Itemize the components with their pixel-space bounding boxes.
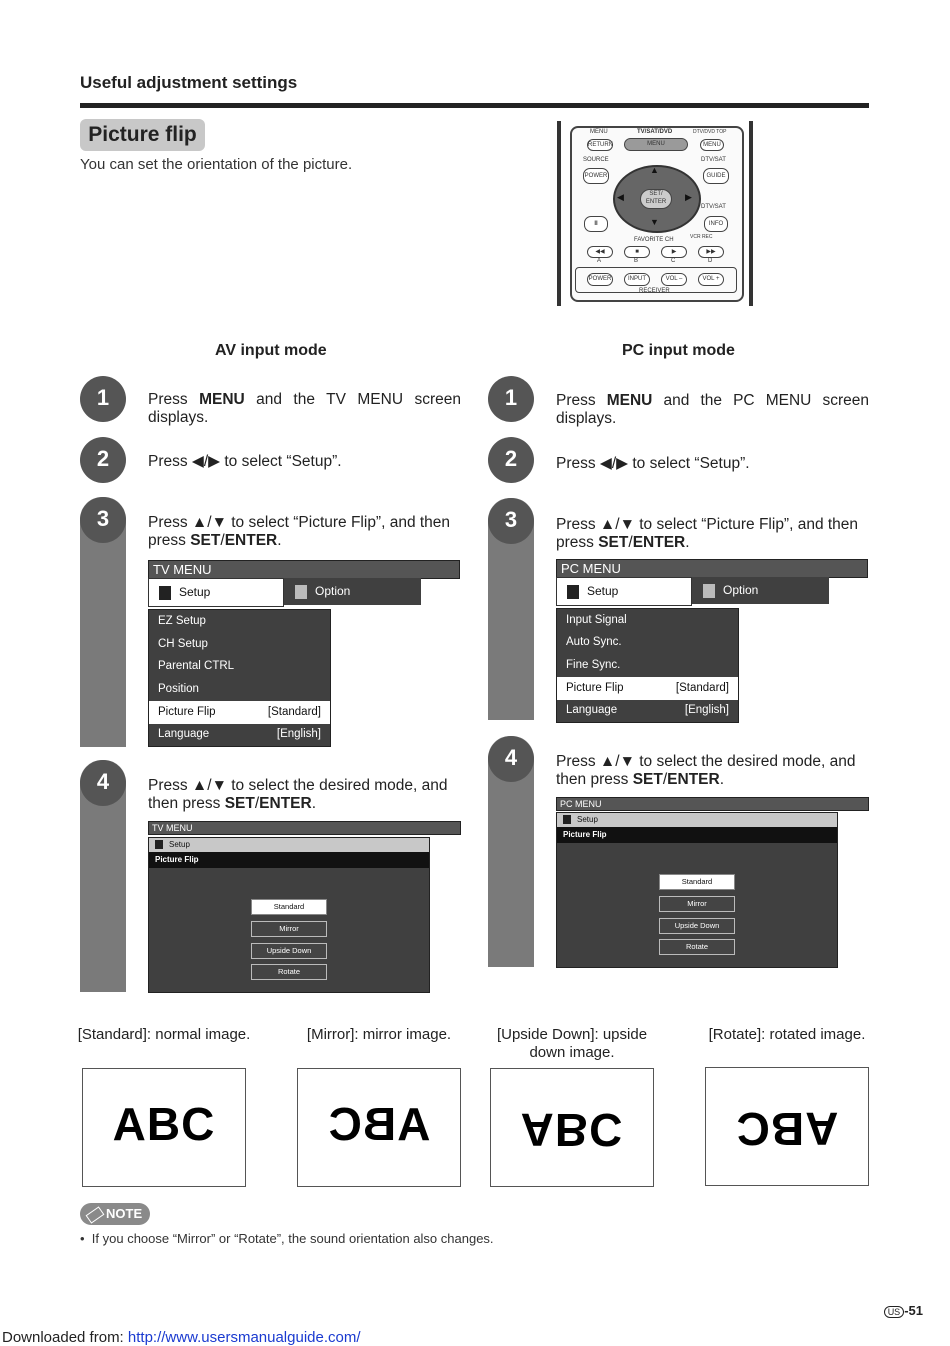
- text: Press ▲/▼ to select the desired mode, and then press: [556, 753, 856, 788]
- download-link[interactable]: http://www.usersmanualguide.com/: [127, 1329, 361, 1346]
- text: and the TV MENU screen displays.: [148, 391, 461, 426]
- pc-step-4-text: [556, 753, 869, 789]
- page-title: Picture flip: [80, 119, 205, 151]
- step-number: 4: [80, 760, 126, 806]
- menu-item-picture-flip[interactable]: [149, 701, 330, 724]
- step-number: 1: [488, 376, 534, 422]
- menu-item-fine-sync[interactable]: [557, 654, 738, 677]
- menu-item-value: [Standard]: [267, 706, 321, 718]
- menu-item-label: Parental CTRL: [158, 660, 235, 672]
- sample-text-upside-down: ABC: [520, 1104, 624, 1156]
- sample-text-mirrored: ABC: [327, 1098, 431, 1150]
- option-hand-icon: [295, 585, 307, 599]
- enter-key: ENTER: [632, 534, 686, 551]
- right-arrow-icon[interactable]: ▶: [685, 192, 692, 202]
- remote-c-label: C: [671, 258, 676, 264]
- av-step-3-text: [148, 514, 461, 550]
- tv-submenu-panel: [148, 837, 430, 993]
- info-button[interactable]: INFO: [704, 216, 728, 232]
- section-title: Useful adjustment settings: [80, 73, 298, 92]
- av-step-4-text: [148, 777, 461, 813]
- remote-favorite-label: FAVORITE CH: [634, 237, 674, 243]
- note-text: • If you choose “Mirror” or “Rotate”, the sound orientation also changes.: [80, 1231, 494, 1246]
- tab-label: Option: [315, 584, 351, 598]
- caption-rotate: [Rotate]: rotated image.: [708, 1026, 866, 1043]
- text: /: [662, 771, 668, 788]
- step-number: 3: [488, 498, 534, 544]
- tab-label: Setup: [179, 585, 211, 599]
- option-upside-down[interactable]: Upside Down: [659, 918, 735, 934]
- submenu-setup-label: Setup: [577, 815, 598, 824]
- text: Press ▲/▼ to select the desired mode, and then press: [148, 777, 448, 812]
- left-arrow-icon[interactable]: ◀: [617, 192, 624, 202]
- download-source: [2, 1329, 361, 1346]
- volume-up-button[interactable]: VOL +: [698, 273, 724, 286]
- setup-tool-icon: [563, 815, 571, 824]
- tab-setup[interactable]: [148, 578, 284, 607]
- menu-item-value: [English]: [276, 728, 321, 740]
- text: .: [311, 795, 317, 812]
- menu-item-label: Fine Sync.: [566, 659, 621, 671]
- option-mirror[interactable]: Mirror: [659, 896, 735, 912]
- remote-dtvdvd-label: DTV/DVD TOP: [693, 129, 727, 135]
- tab-label: Setup: [587, 584, 619, 598]
- pc-step-3-text: [556, 516, 869, 552]
- option-rotate[interactable]: Rotate: [251, 964, 327, 980]
- dtv-menu-button[interactable]: MENU: [700, 139, 724, 151]
- remote-tvsat-label: TV/SAT/DVD: [637, 129, 673, 135]
- pc-menu-tabs: [556, 577, 829, 604]
- up-arrow-icon[interactable]: ▲: [650, 165, 659, 175]
- pc-step-1-marker: [488, 376, 534, 422]
- menu-item-ez-setup[interactable]: [149, 610, 330, 633]
- sample-text-normal: ABC: [112, 1098, 216, 1150]
- enter-key: ENTER: [667, 771, 720, 788]
- remote-dtvsat-label: DTV/SAT: [701, 157, 726, 163]
- pc-submenu-title: PC MENU: [556, 797, 869, 811]
- menu-item-label: Input Signal: [566, 614, 627, 626]
- page-number-value: -51: [904, 1303, 923, 1318]
- return-button[interactable]: RETURN: [587, 139, 613, 151]
- option-rotate[interactable]: Rotate: [659, 939, 735, 955]
- menu-item-label: Auto Sync.: [566, 636, 622, 648]
- example-upside-down-image: [490, 1068, 654, 1187]
- av-mode-heading: AV input mode: [215, 342, 327, 359]
- step-number: 1: [80, 376, 126, 422]
- tab-label: Option: [723, 583, 759, 597]
- text: /: [254, 795, 260, 812]
- pencil-icon: [86, 1206, 105, 1223]
- set-enter-button[interactable]: SET/ ENTER: [640, 189, 672, 209]
- menu-item-language[interactable]: [557, 699, 738, 722]
- menu-item-label: Picture Flip: [566, 682, 624, 694]
- pc-step-1-text: [556, 392, 869, 428]
- menu-item-auto-sync[interactable]: [557, 631, 738, 654]
- pause-button[interactable]: II: [584, 216, 608, 232]
- menu-item-label: Language: [158, 728, 210, 740]
- menu-item-language[interactable]: [149, 723, 330, 746]
- enter-key: ENTER: [224, 532, 278, 549]
- remote-d-label: D: [708, 258, 713, 264]
- note-label: NOTE: [106, 1206, 143, 1221]
- text: .: [719, 771, 725, 788]
- region-badge: US: [884, 1306, 905, 1318]
- example-mirror-image: [297, 1068, 461, 1187]
- menu-item-label: Language: [566, 704, 618, 716]
- av-step-4-bar: [80, 760, 126, 992]
- fast-forward-icon[interactable]: ▶▶: [698, 246, 724, 258]
- menu-item-ch-setup[interactable]: [149, 633, 330, 656]
- setup-tool-icon: [567, 585, 579, 599]
- pc-mode-heading: PC input mode: [622, 342, 735, 359]
- pc-step-3-bar: [488, 498, 534, 720]
- menu-item-value: [Standard]: [675, 682, 729, 694]
- set-key: SET: [190, 532, 221, 549]
- av-step-1-text: [148, 391, 461, 427]
- option-standard[interactable]: Standard: [659, 874, 735, 890]
- menu-item-label: Picture Flip: [158, 706, 216, 718]
- caption-standard: [Standard]: normal image.: [77, 1026, 251, 1043]
- text: .: [685, 534, 690, 551]
- menu-item-picture-flip[interactable]: [557, 677, 738, 700]
- pc-step-4-bar: [488, 736, 534, 967]
- submenu-picture-flip: Picture Flip: [149, 852, 429, 868]
- tab-setup[interactable]: [556, 577, 692, 606]
- menu-item-input-signal[interactable]: [557, 609, 738, 632]
- intro-text: You can set the orientation of the picture.: [80, 156, 353, 173]
- tv-menu-title: TV MENU: [148, 560, 460, 579]
- remote-source-label: SOURCE: [583, 157, 609, 163]
- header-rule: [80, 103, 869, 108]
- sample-text-rotated: ABC: [735, 1103, 839, 1155]
- submenu-setup-bar: [149, 838, 429, 852]
- caption-mirror: [Mirror]: mirror image.: [306, 1026, 452, 1043]
- example-rotate-image: [705, 1067, 869, 1186]
- option-hand-icon: [703, 584, 715, 598]
- pc-submenu-panel: [556, 812, 838, 968]
- text: .: [277, 532, 282, 549]
- option-standard[interactable]: Standard: [251, 899, 327, 915]
- av-step-1-marker: [80, 376, 126, 422]
- pc-menu-title: PC MENU: [556, 559, 868, 578]
- text: Press: [148, 391, 200, 408]
- play-icon[interactable]: ▶: [661, 246, 687, 258]
- menu-item-label: CH Setup: [158, 638, 208, 650]
- menu-item-label: Position: [158, 683, 199, 695]
- menu-button[interactable]: MENU: [624, 138, 688, 151]
- set-key: SET: [598, 534, 629, 551]
- guide-button[interactable]: GUIDE: [703, 168, 729, 184]
- example-standard-image: [82, 1068, 246, 1187]
- rewind-icon[interactable]: ◀◀: [587, 246, 613, 258]
- step-number: 3: [80, 497, 126, 543]
- option-mirror[interactable]: Mirror: [251, 921, 327, 937]
- av-step-3-bar: [80, 497, 126, 747]
- step-number: 2: [488, 437, 534, 483]
- remote-vcr-label: VCR REC: [690, 234, 713, 240]
- pc-step-2-text: Press ◀/▶ to select “Setup”.: [556, 455, 750, 472]
- setup-tool-icon: [159, 586, 171, 600]
- remote-dtvsat2-label: DTV/SAT: [701, 204, 726, 210]
- enter-key: ENTER: [259, 795, 312, 812]
- tv-menu-list: [148, 609, 331, 747]
- receiver-power-button[interactable]: POWER: [587, 273, 613, 286]
- download-label: Downloaded from:: [2, 1329, 128, 1346]
- source-power-button[interactable]: POWER: [583, 168, 609, 184]
- setup-tool-icon: [155, 840, 163, 849]
- tab-option[interactable]: [693, 577, 829, 604]
- text: Press ▲/▼ to select “Picture Flip”, and then press: [556, 516, 859, 551]
- note-badge: [80, 1203, 150, 1225]
- text: /: [628, 534, 633, 551]
- text: /: [220, 532, 225, 549]
- tv-submenu-title: TV MENU: [148, 821, 461, 835]
- set-key: SET: [632, 771, 663, 788]
- note-body: If you choose “Mirror” or “Rotate”, the sound orientation also changes.: [91, 1231, 494, 1246]
- caption-upside-down: [Upside Down]: upside down image.: [496, 1026, 648, 1061]
- remote-control-illustration: [557, 121, 753, 306]
- av-step-2-text: Press ◀/▶ to select “Setup”.: [148, 453, 342, 470]
- pc-menu-list: [556, 608, 739, 723]
- text: Press: [556, 392, 607, 409]
- tab-option[interactable]: [285, 578, 421, 605]
- input-button[interactable]: INPUT: [624, 273, 650, 286]
- step-number: 2: [80, 437, 126, 483]
- submenu-setup-bar: [557, 813, 837, 827]
- option-upside-down[interactable]: Upside Down: [251, 943, 327, 959]
- remote-b-label: B: [634, 258, 639, 264]
- set-key: SET: [224, 795, 255, 812]
- page-number: [884, 1303, 923, 1318]
- tv-menu-tabs: [148, 578, 421, 605]
- stop-icon[interactable]: ■: [624, 246, 650, 258]
- submenu-setup-label: Setup: [169, 840, 190, 849]
- menu-key: MENU: [606, 392, 653, 409]
- menu-key: MENU: [199, 391, 245, 408]
- menu-item-position[interactable]: [149, 678, 330, 701]
- remote-receiver-label: RECEIVER: [639, 288, 670, 294]
- text: and the PC MENU screen displays.: [556, 392, 869, 427]
- down-arrow-icon[interactable]: ▼: [650, 217, 659, 227]
- av-step-2-marker: [80, 437, 126, 483]
- remote-menu-label: MENU: [590, 129, 608, 135]
- text: Press ▲/▼ to select “Picture Flip”, and then press: [148, 514, 451, 549]
- menu-item-label: EZ Setup: [158, 615, 206, 627]
- pc-step-2-marker: [488, 437, 534, 483]
- step-number: 4: [488, 736, 534, 782]
- menu-item-value: [English]: [684, 704, 729, 716]
- submenu-picture-flip: Picture Flip: [557, 827, 837, 843]
- volume-down-button[interactable]: VOL –: [661, 273, 687, 286]
- remote-a-label: A: [597, 258, 602, 264]
- menu-item-parental-ctrl[interactable]: [149, 655, 330, 678]
